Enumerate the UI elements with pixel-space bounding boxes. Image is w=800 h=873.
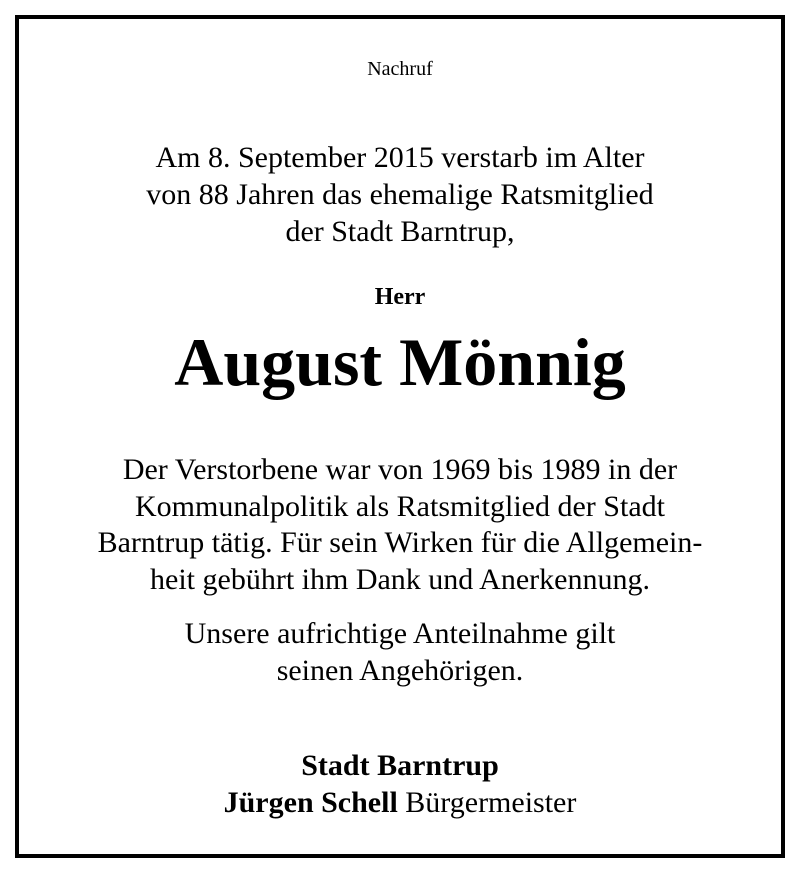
signature-person-name: Jürgen Schell	[223, 786, 398, 819]
condolence-text	[0, 615, 800, 689]
intro-line: der Stadt Barntrup,	[285, 215, 515, 248]
intro-line: Am 8. September 2015 verstarb im Alter	[155, 141, 645, 174]
body-line: Barntrup tätig. Für sein Wirken für die Allgemein-	[97, 526, 703, 559]
signature-person-title: Bürgermeister	[405, 786, 577, 819]
intro-line: von 88 Jahren das ehemalige Ratsmitglied	[146, 178, 654, 211]
honorific: Herr	[374, 284, 426, 310]
body-text	[0, 452, 800, 598]
deceased-name: August Mönnig	[174, 324, 626, 400]
condolence-line: seinen Angehörigen.	[276, 654, 524, 687]
notice-header: Nachruf	[367, 58, 433, 80]
signature-person	[0, 786, 800, 820]
condolence-line: Unsere aufrichtige Anteilnahme gilt	[184, 617, 616, 650]
intro-text	[0, 139, 800, 250]
body-line: Kommunalpolitik als Ratsmitglied der Stadt	[135, 489, 665, 523]
body-line: heit gebührt ihm Dank und Anerkennung.	[150, 562, 650, 596]
body-line: Der Verstorbene war von 1969 bis 1989 in der	[122, 453, 678, 486]
signature-organization: Stadt Barntrup	[301, 749, 499, 782]
